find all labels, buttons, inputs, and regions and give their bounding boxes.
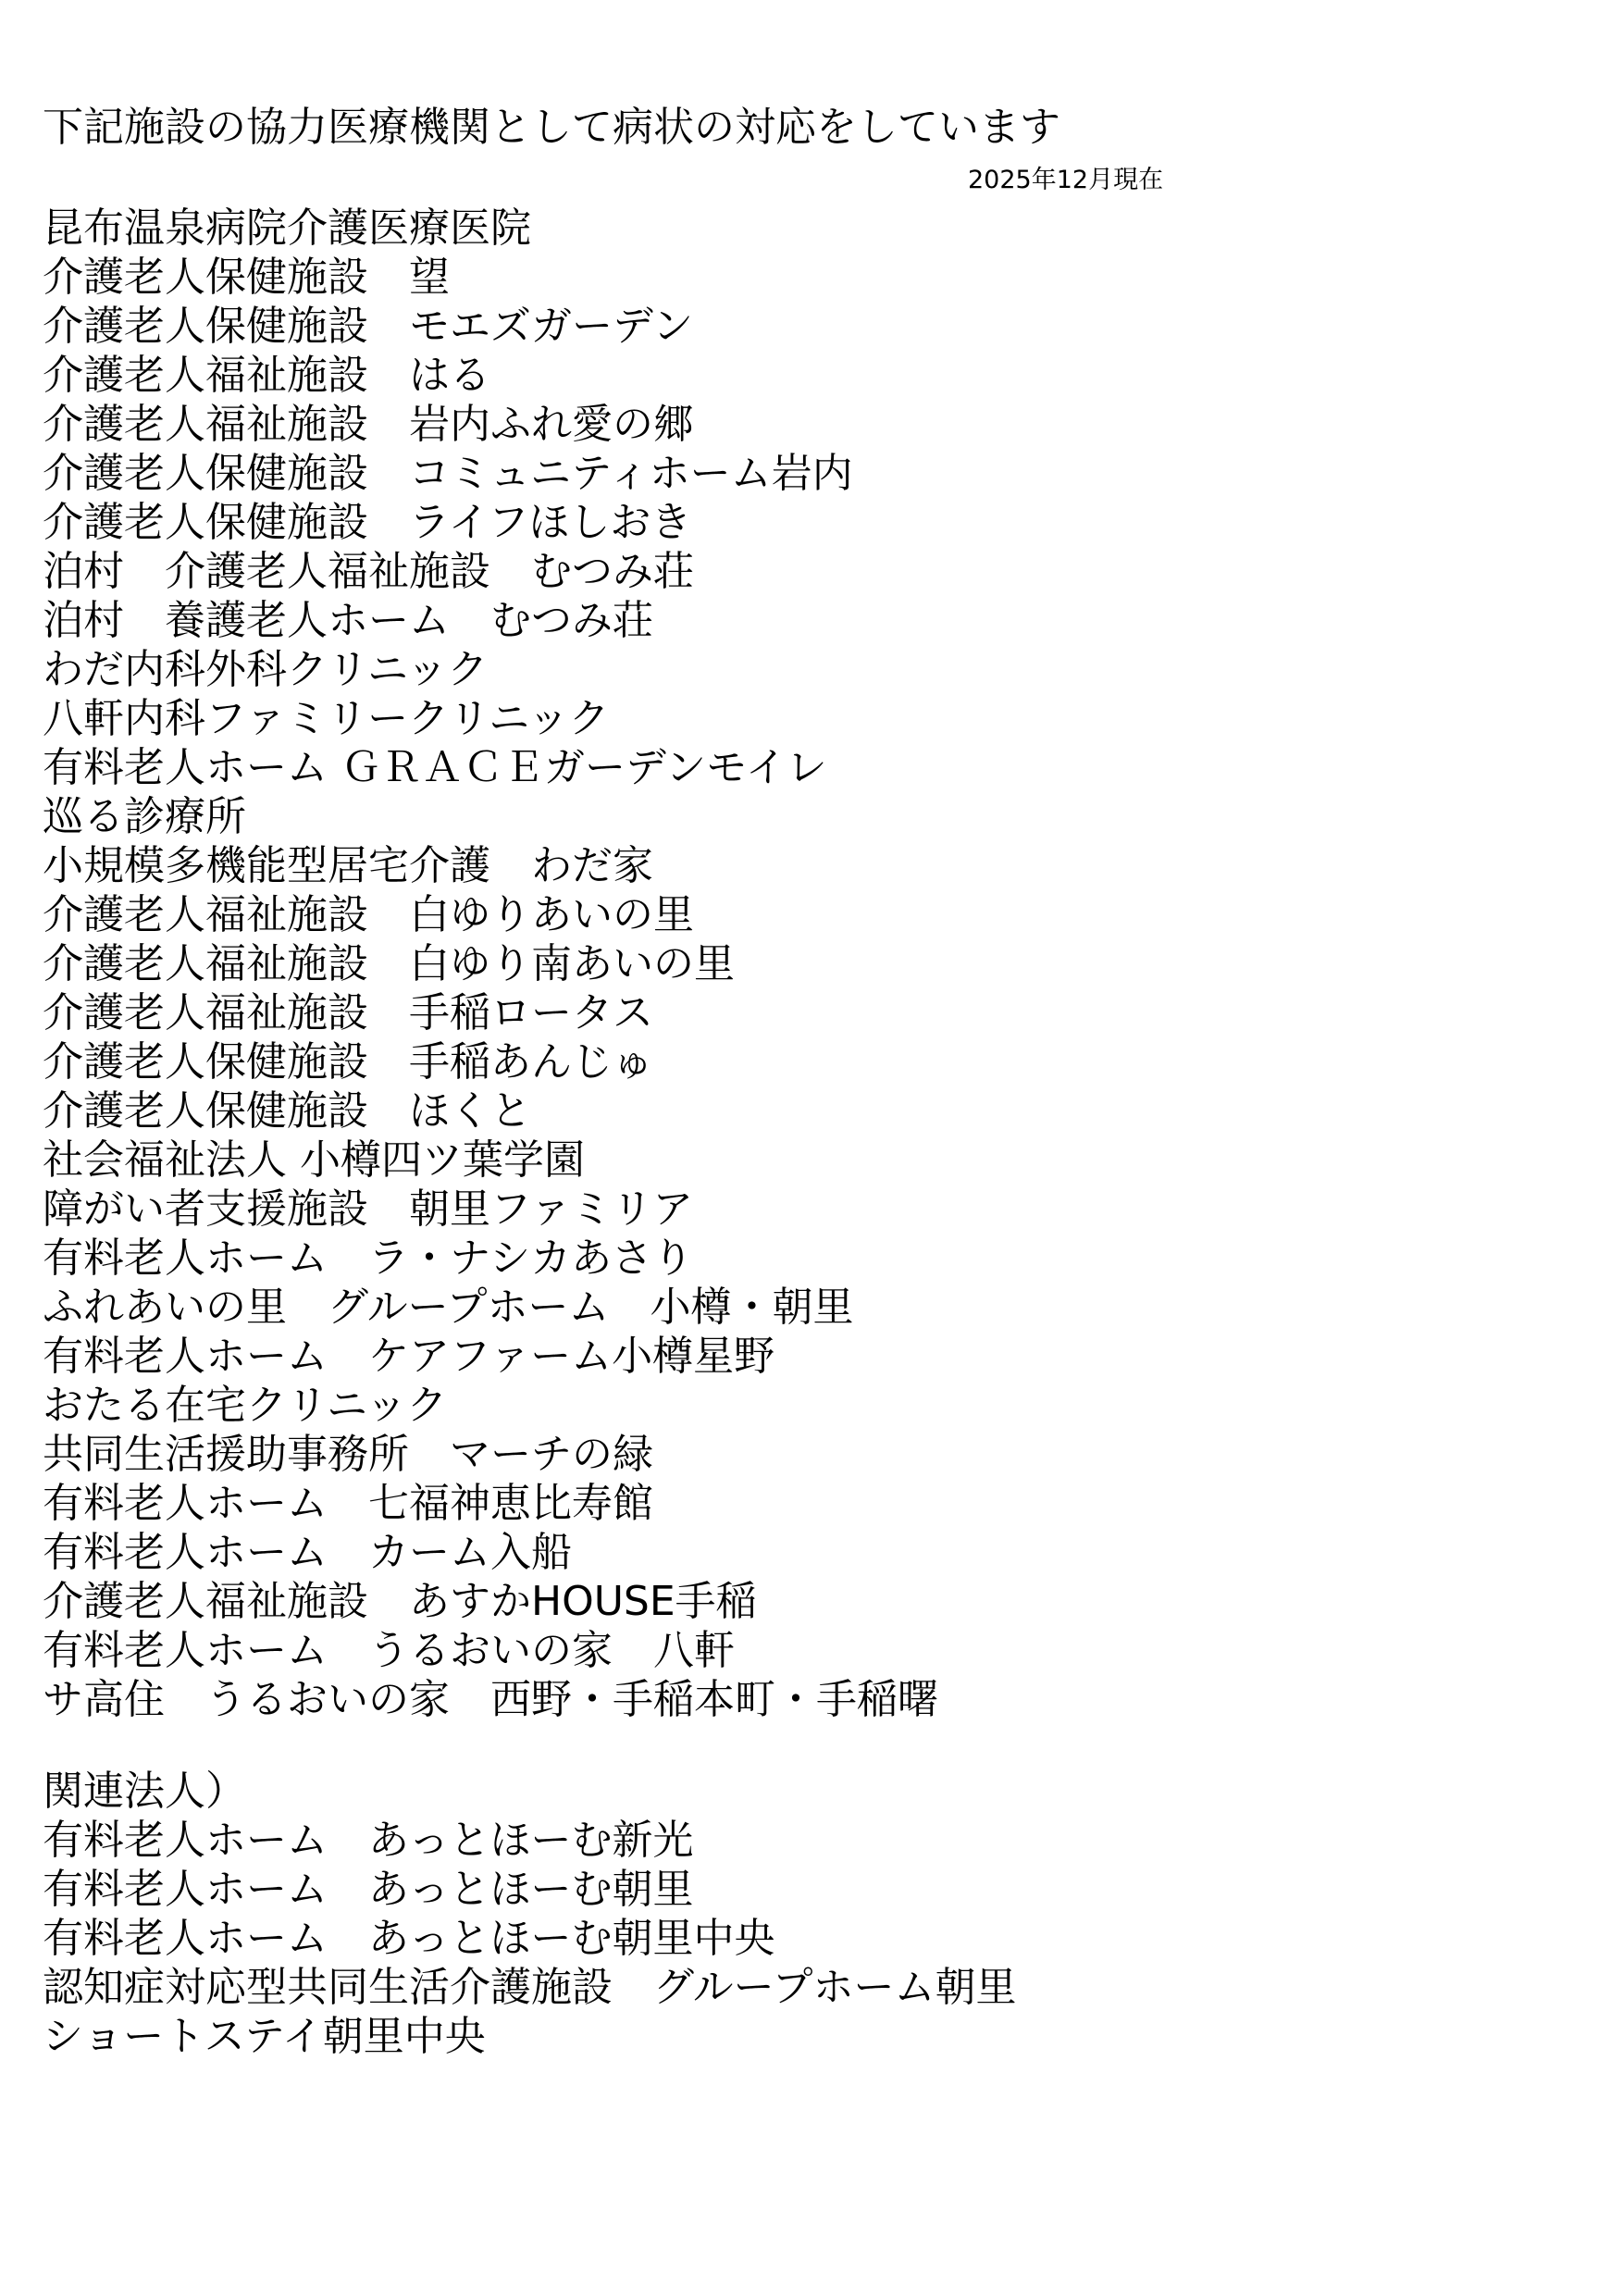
list-item: 介護老人保健施設 モエズガーデン bbox=[43, 303, 694, 350]
related-heading: 関連法人） bbox=[43, 1768, 246, 1815]
list-item: 認知症対応型共同生活介護施設 グループホーム朝里 bbox=[43, 1964, 1017, 2011]
list-item: 障がい者支援施設 朝里ファミリア bbox=[43, 1185, 694, 1233]
list-item: サ高住 うるおいの家 西野・手稲本町・手稲曙 bbox=[43, 1676, 938, 1723]
list-item: 八軒内科ファミリークリニック bbox=[43, 695, 610, 742]
date-label: 2025年12月現在 bbox=[968, 166, 1164, 194]
list-item: 介護老人福祉施設 あすかHOUSE手稲 bbox=[43, 1578, 757, 1625]
list-item: わだ内科外科クリニック bbox=[43, 646, 489, 693]
list-item: 介護老人保健施設 ほくと bbox=[43, 1087, 531, 1135]
list-item: 介護老人保健施設 ライフほしおき bbox=[43, 499, 692, 546]
list-item: 介護老人福祉施設 白ゆり南あいの里 bbox=[43, 940, 735, 987]
page-heading: 下記施設の協力医療機関として病状の対応をしています bbox=[43, 104, 1060, 151]
facility-list bbox=[43, 204, 938, 1724]
list-item: 巡る診療所 bbox=[43, 793, 246, 840]
list-item: 有料老人ホーム あっとほーむ朝里 bbox=[43, 1866, 694, 1913]
list-item: 泊村 養護老人ホーム むつみ荘 bbox=[43, 597, 653, 644]
list-item: 介護老人保健施設 手稲あんじゅ bbox=[43, 1038, 653, 1086]
list-item: 有料老人ホーム カーム入船 bbox=[43, 1529, 572, 1576]
list-item: 介護老人福祉施設 はる bbox=[43, 352, 490, 399]
list-item: おたる在宅クリニック bbox=[43, 1382, 448, 1429]
list-item: 介護老人福祉施設 白ゆりあいの里 bbox=[43, 891, 694, 938]
list-item: 有料老人ホーム うるおいの家 八軒 bbox=[43, 1627, 735, 1674]
list-item: 有料老人ホーム ラ・ナシカあさり bbox=[43, 1235, 694, 1282]
list-item: ふれあいの里 グループホーム 小樽・朝里 bbox=[43, 1284, 854, 1331]
list-item: 有料老人ホーム あっとほーむ新光 bbox=[43, 1817, 694, 1864]
list-item: 社会福祉法人 小樽四ツ葉学園 bbox=[43, 1136, 585, 1184]
list-item: 介護老人福祉施設 手稲ロータス bbox=[43, 989, 653, 1036]
list-item: 泊村 介護老人福祉施設 むつみ荘 bbox=[43, 548, 694, 595]
list-item: 小規模多機能型居宅介護 わだ家 bbox=[43, 842, 653, 889]
list-item: 共同生活援助事務所 マーチの緑 bbox=[43, 1431, 653, 1478]
list-item: 有料老人ホーム 七福神恵比寿館 bbox=[43, 1480, 653, 1527]
list-item: 介護老人福祉施設 岩内ふれ愛の郷 bbox=[43, 401, 694, 448]
list-item: 有料老人ホーム ケアファーム小樽星野 bbox=[43, 1333, 775, 1380]
list-item: 介護老人保健施設 望 bbox=[43, 254, 450, 301]
related-section bbox=[43, 1767, 1016, 2061]
list-item: 有料老人ホーム あっとほーむ朝里中央 bbox=[43, 1915, 775, 1962]
list-item: 介護老人保健施設 コミュニティホーム岩内 bbox=[43, 450, 853, 497]
related-list bbox=[43, 1816, 1016, 2061]
list-item: 有料老人ホーム ＧＲＡＣＥガーデンモイレ bbox=[43, 744, 827, 791]
list-item: ショートステイ朝里中央 bbox=[43, 2013, 486, 2060]
list-item: 昆布温泉病院介護医療医院 bbox=[43, 205, 531, 252]
